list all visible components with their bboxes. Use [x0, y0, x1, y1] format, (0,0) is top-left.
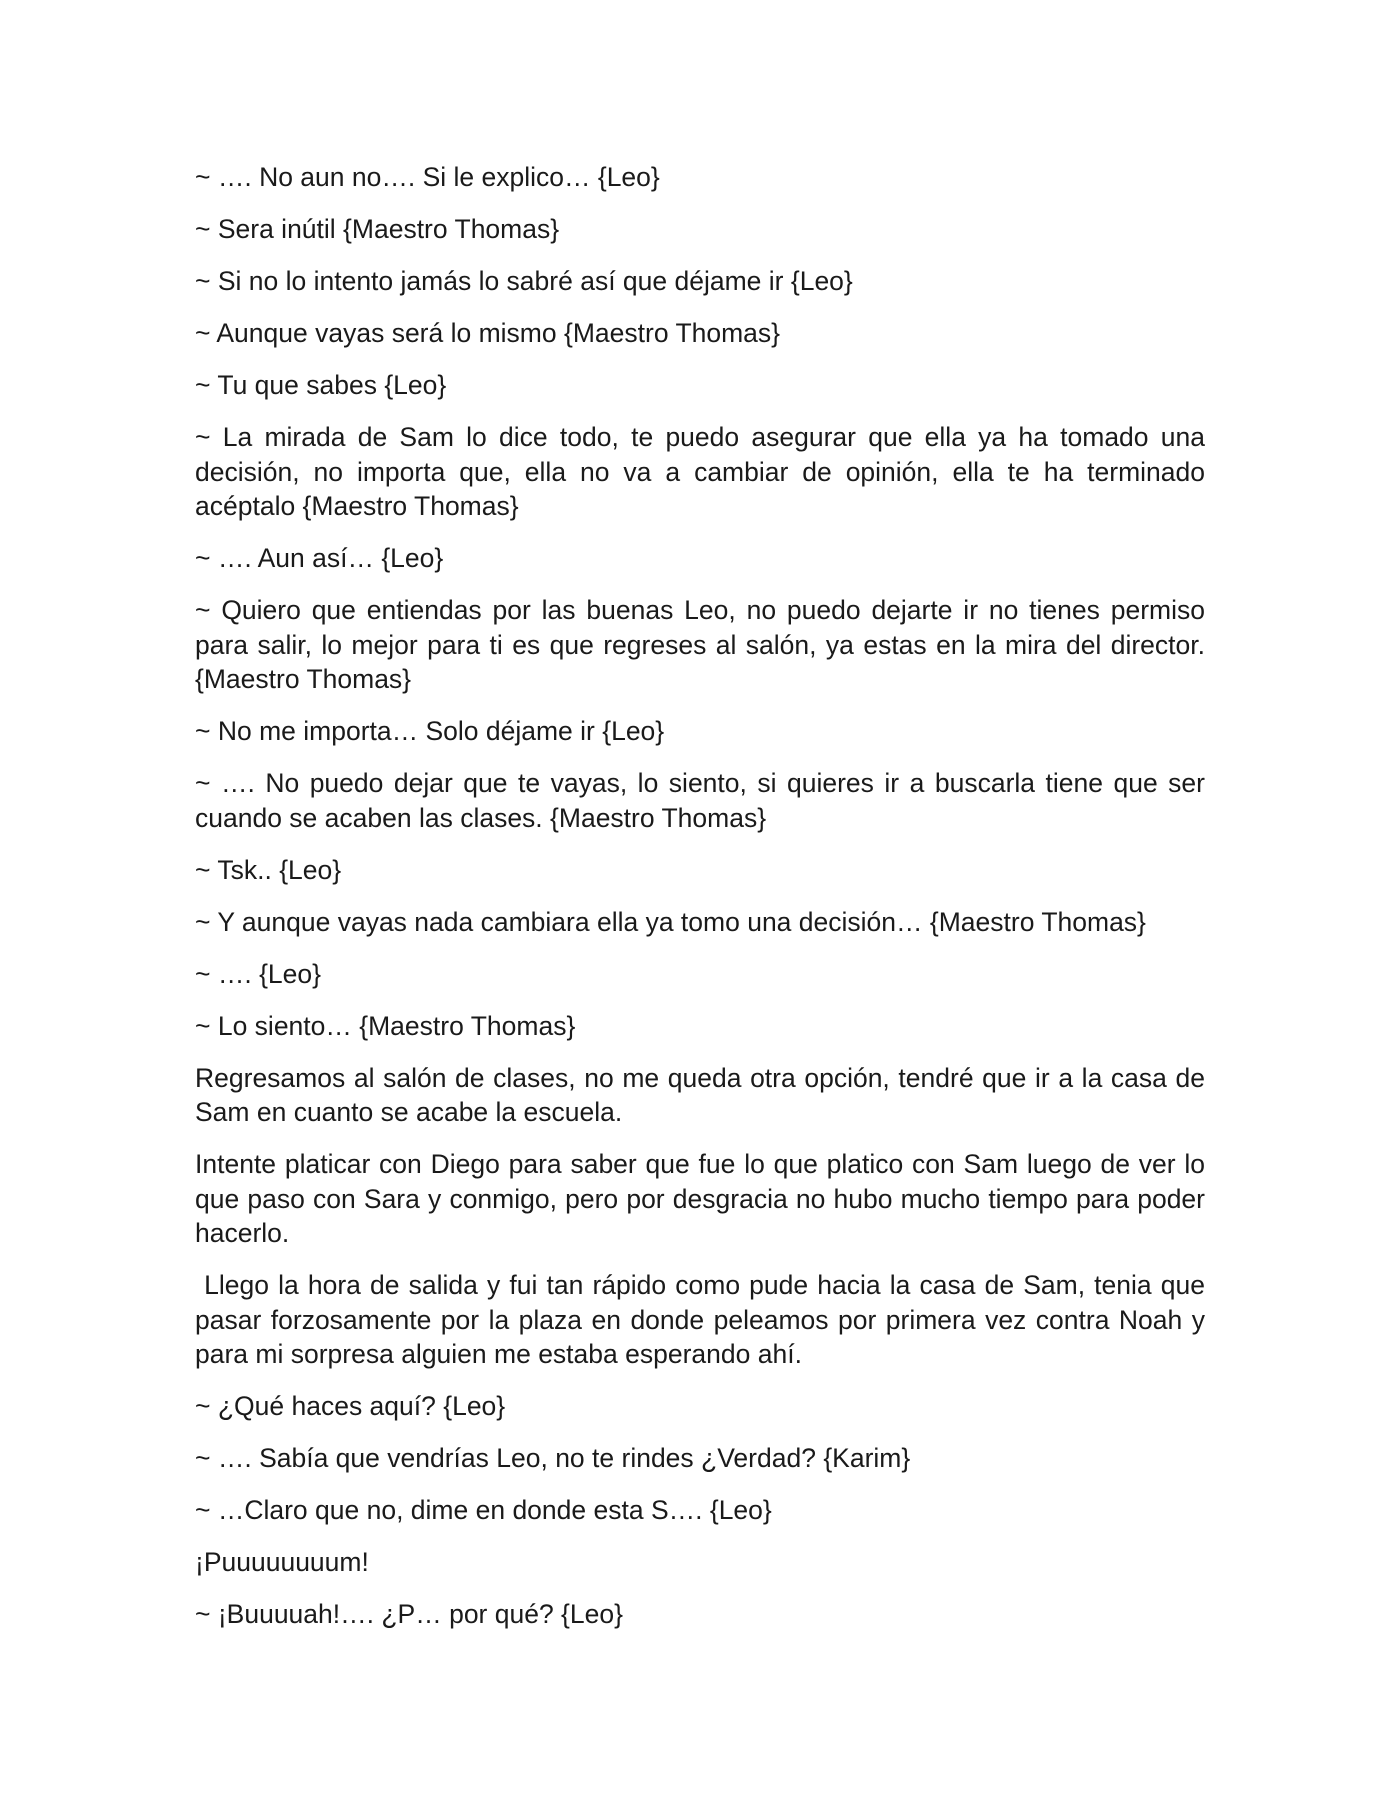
dialogue-line: ~ Lo siento… {Maestro Thomas}: [195, 1010, 576, 1041]
dialogue-line: ~ Tu que sabes {Leo}: [195, 370, 447, 400]
dialogue-line: ~ …. {Leo}: [195, 958, 321, 989]
dialogue-line: ~ Tsk.. {Leo}: [195, 854, 342, 885]
dialogue-line: ~ Si no lo intento jamás lo sabré así que déjame ir {Leo}: [195, 266, 853, 296]
dialogue-line: ~ No me importa… Solo déjame ir {Leo}: [195, 716, 665, 746]
dialogue-line: ~ Sera inútil {Maestro Thomas}: [195, 214, 560, 244]
dialogue-line: ~ Aunque vayas será lo mismo {Maestro Thomas}: [195, 318, 781, 348]
narration-paragraph: Llego la hora de salida y fui tan rápido como pude hacia la casa de Sam, tenia que pasar forzosamente por la plaza en donde peleamos por primera vez contra Noah y para mi sorpresa alguien me estaba esperando ahí.: [195, 1270, 1213, 1369]
narration-paragraph: Intente platicar con Diego para saber que fue lo que platico con Sam luego de ver lo que paso con Sara y conmigo, pero por desgracia no hubo mucho tiempo para poder hacerlo.: [195, 1149, 1213, 1248]
dialogue-line: ~ Y aunque vayas nada cambiara ella ya tomo una decisión… {Maestro Thomas}: [195, 906, 1146, 937]
document-page: [195, 160, 1213, 1649]
dialogue-line: ~ ¿Qué haces aquí? {Leo}: [195, 1391, 506, 1421]
dialogue-line: ~ ¡Buuuuah!…. ¿P… por qué? {Leo}: [195, 1599, 623, 1629]
dialogue-line: ~ …. No puedo dejar que te vayas, lo siento, si quieres ir a buscarla tiene que ser cuando se acaben las clases. {Maestro Thomas}: [195, 768, 1213, 833]
dialogue-line: ~ La mirada de Sam lo dice todo, te puedo asegurar que ella ya ha tomado una decisión, no importa que, ella no va a cambiar de opinión, ella te ha terminado acéptalo {Maestro Thomas}: [195, 422, 1213, 521]
dialogue-line: ~ Quiero que entiendas por las buenas Leo, no puedo dejarte ir no tienes permiso para salir, lo mejor para ti es que regreses al salón, ya estas en la mira del director. {Maestro Thomas}: [195, 595, 1213, 694]
dialogue-line: ~ …. Aun así… {Leo}: [195, 543, 444, 573]
sound-effect: ¡Puuuuuuuum!: [195, 1547, 369, 1577]
narration-paragraph: Regresamos al salón de clases, no me queda otra opción, tendré que ir a la casa de Sam en cuanto se acabe la escuela.: [195, 1062, 1213, 1127]
dialogue-line: ~ …. No aun no…. Si le explico… {Leo}: [195, 162, 660, 192]
dialogue-line: ~ …. Sabía que vendrías Leo, no te rindes ¿Verdad? {Karim}: [195, 1443, 911, 1473]
dialogue-line: ~ …Claro que no, dime en donde esta S…. {Leo}: [195, 1495, 772, 1525]
